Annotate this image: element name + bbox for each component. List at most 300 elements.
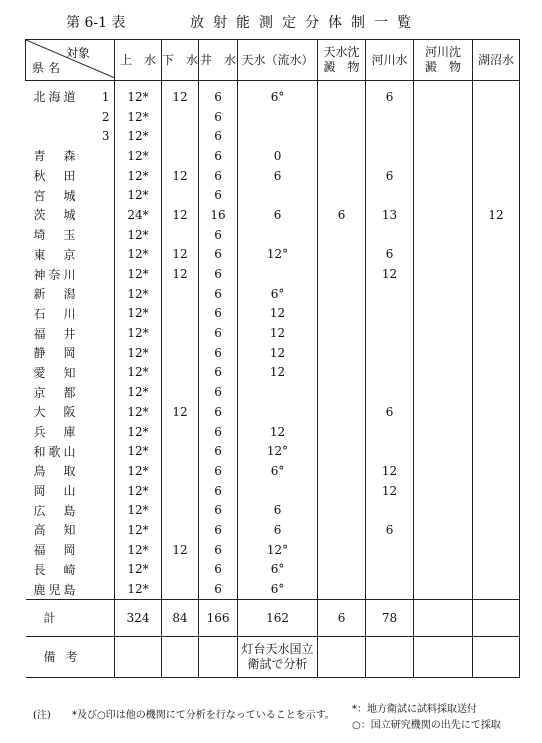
prefecture-name: 石 川 bbox=[33, 306, 79, 321]
value-cell bbox=[414, 81, 473, 107]
value-cell bbox=[318, 225, 366, 245]
value-cell bbox=[238, 402, 318, 422]
value-cell bbox=[366, 107, 414, 127]
value-cell bbox=[414, 382, 473, 402]
table-row bbox=[26, 81, 520, 107]
value-cell bbox=[162, 323, 199, 343]
table-row bbox=[26, 245, 520, 265]
prefecture-cell bbox=[26, 245, 115, 265]
value-cell bbox=[414, 304, 473, 324]
value-cell bbox=[318, 382, 366, 402]
column-header: 河川沈 澱 物 bbox=[414, 40, 473, 81]
value-cell: 24* bbox=[115, 205, 162, 225]
table-row bbox=[26, 185, 520, 205]
prefecture-cell bbox=[26, 205, 115, 225]
prefecture-name: 京 都 bbox=[33, 385, 79, 400]
column-header: 上 水 bbox=[115, 40, 162, 81]
footnote-key-asterisk: *：地方衛試に試料採取送付 bbox=[352, 704, 477, 715]
value-cell bbox=[366, 323, 414, 343]
value-cell bbox=[318, 166, 366, 186]
value-cell bbox=[473, 382, 520, 402]
value-cell bbox=[318, 185, 366, 205]
table-row bbox=[26, 205, 520, 225]
value-cell bbox=[473, 441, 520, 461]
value-cell bbox=[162, 185, 199, 205]
value-cell: 12* bbox=[115, 461, 162, 481]
value-cell bbox=[473, 185, 520, 205]
value-cell bbox=[318, 500, 366, 520]
value-cell bbox=[366, 304, 414, 324]
value-cell bbox=[414, 185, 473, 205]
value-cell bbox=[318, 146, 366, 166]
total-value: 324 bbox=[115, 599, 162, 636]
corner-bottom-label: 県名 bbox=[32, 61, 65, 75]
value-cell bbox=[414, 323, 473, 343]
value-cell: 6 bbox=[366, 81, 414, 107]
prefecture-name: 愛 知 bbox=[33, 365, 79, 380]
value-cell bbox=[414, 264, 473, 284]
value-cell: 6° bbox=[238, 560, 318, 580]
total-value: 166 bbox=[199, 599, 238, 636]
value-cell: 12* bbox=[115, 363, 162, 383]
value-cell bbox=[366, 126, 414, 146]
value-cell: 12* bbox=[115, 107, 162, 127]
prefecture-name: 埼 玉 bbox=[33, 228, 79, 243]
value-cell bbox=[473, 81, 520, 107]
prefecture-cell bbox=[26, 461, 115, 481]
prefecture-name: 新 潟 bbox=[33, 287, 79, 302]
value-cell bbox=[473, 560, 520, 580]
footnote-label: (注) bbox=[33, 710, 51, 721]
value-cell bbox=[162, 520, 199, 540]
prefecture-cell bbox=[26, 185, 115, 205]
prefecture-name: 広 島 bbox=[33, 503, 79, 518]
value-cell bbox=[414, 245, 473, 265]
value-cell: 12 bbox=[238, 363, 318, 383]
value-cell: 6 bbox=[238, 205, 318, 225]
value-cell: 12 bbox=[238, 343, 318, 363]
prefecture-cell bbox=[26, 363, 115, 383]
table-row bbox=[26, 540, 520, 560]
table-row bbox=[26, 107, 520, 127]
value-cell bbox=[473, 540, 520, 560]
prefecture-name: 鳥 取 bbox=[33, 464, 79, 479]
value-cell: 6 bbox=[366, 166, 414, 186]
value-cell bbox=[318, 126, 366, 146]
table-row bbox=[26, 481, 520, 501]
value-cell bbox=[318, 343, 366, 363]
value-cell: 12° bbox=[238, 245, 318, 265]
table-row bbox=[26, 520, 520, 540]
value-cell bbox=[414, 441, 473, 461]
value-cell bbox=[366, 363, 414, 383]
value-cell: 6 bbox=[366, 520, 414, 540]
value-cell bbox=[238, 107, 318, 127]
remarks-value bbox=[366, 636, 414, 677]
value-cell: 12 bbox=[162, 205, 199, 225]
value-cell: 6 bbox=[199, 146, 238, 166]
prefecture-subnumber: 3 bbox=[101, 129, 110, 144]
value-cell: 12 bbox=[366, 461, 414, 481]
value-cell: 12 bbox=[162, 245, 199, 265]
value-cell bbox=[473, 363, 520, 383]
value-cell: 12* bbox=[115, 126, 162, 146]
remarks-row bbox=[26, 636, 520, 677]
value-cell bbox=[318, 81, 366, 107]
value-cell bbox=[366, 146, 414, 166]
value-cell: 16 bbox=[199, 205, 238, 225]
value-cell: 12* bbox=[115, 441, 162, 461]
table-row bbox=[26, 323, 520, 343]
table-row bbox=[26, 126, 520, 146]
table-row bbox=[26, 461, 520, 481]
corner-top-label: 対象 bbox=[65, 46, 90, 60]
value-cell: 12° bbox=[238, 441, 318, 461]
value-cell: 6 bbox=[238, 500, 318, 520]
value-cell bbox=[414, 166, 473, 186]
column-header: 井 水 bbox=[199, 40, 238, 81]
value-cell: 6 bbox=[199, 264, 238, 284]
prefecture-cell bbox=[26, 382, 115, 402]
value-cell: 6° bbox=[238, 81, 318, 107]
table-row bbox=[26, 284, 520, 304]
value-cell: 12* bbox=[115, 81, 162, 107]
value-cell bbox=[162, 461, 199, 481]
value-cell bbox=[238, 225, 318, 245]
value-cell bbox=[473, 107, 520, 127]
value-cell bbox=[162, 382, 199, 402]
total-value bbox=[473, 599, 520, 636]
value-cell bbox=[414, 540, 473, 560]
value-cell: 12* bbox=[115, 146, 162, 166]
value-cell bbox=[318, 107, 366, 127]
prefecture-cell bbox=[26, 441, 115, 461]
value-cell bbox=[162, 107, 199, 127]
value-cell: 12 bbox=[473, 205, 520, 225]
value-cell: 6 bbox=[199, 402, 238, 422]
value-cell bbox=[473, 126, 520, 146]
value-cell bbox=[318, 579, 366, 599]
value-cell bbox=[238, 382, 318, 402]
value-cell: 6 bbox=[366, 245, 414, 265]
value-cell bbox=[473, 166, 520, 186]
remarks-label: 備考 bbox=[26, 636, 115, 677]
value-cell bbox=[162, 441, 199, 461]
value-cell: 12* bbox=[115, 245, 162, 265]
prefecture-cell bbox=[26, 166, 115, 186]
value-cell bbox=[414, 146, 473, 166]
value-cell: 6 bbox=[199, 323, 238, 343]
value-cell bbox=[162, 579, 199, 599]
prefecture-cell bbox=[26, 579, 115, 599]
value-cell bbox=[366, 540, 414, 560]
table-row bbox=[26, 500, 520, 520]
table-row bbox=[26, 343, 520, 363]
table-row bbox=[26, 264, 520, 284]
table-caption: 放射能測定分体制一覧 bbox=[190, 15, 420, 31]
prefecture-cell bbox=[26, 422, 115, 442]
value-cell: 12 bbox=[162, 81, 199, 107]
value-cell bbox=[366, 500, 414, 520]
value-cell: 6 bbox=[199, 107, 238, 127]
column-header: 河川水 bbox=[366, 40, 414, 81]
value-cell: 6 bbox=[199, 185, 238, 205]
prefecture-name: 兵 庫 bbox=[33, 425, 79, 440]
value-cell bbox=[162, 304, 199, 324]
prefecture-cell bbox=[26, 481, 115, 501]
value-cell: 6 bbox=[199, 422, 238, 442]
value-cell bbox=[162, 422, 199, 442]
value-cell: 6 bbox=[318, 205, 366, 225]
value-cell bbox=[318, 520, 366, 540]
prefecture-name: 神奈川 bbox=[33, 267, 79, 282]
total-value bbox=[414, 599, 473, 636]
prefecture-cell bbox=[26, 500, 115, 520]
remarks-value bbox=[199, 636, 238, 677]
prefecture-name: 福 井 bbox=[33, 326, 79, 341]
value-cell: 12* bbox=[115, 579, 162, 599]
prefecture-cell bbox=[26, 284, 115, 304]
value-cell: 6 bbox=[199, 461, 238, 481]
value-cell: 12* bbox=[115, 402, 162, 422]
value-cell: 12 bbox=[162, 540, 199, 560]
table-row bbox=[26, 304, 520, 324]
value-cell bbox=[473, 245, 520, 265]
value-cell bbox=[366, 560, 414, 580]
value-cell: 6° bbox=[238, 579, 318, 599]
prefecture-name: 鹿児島 bbox=[33, 582, 79, 597]
value-cell: 12* bbox=[115, 560, 162, 580]
value-cell bbox=[473, 225, 520, 245]
value-cell: 6° bbox=[238, 461, 318, 481]
table-row bbox=[26, 146, 520, 166]
total-value: 78 bbox=[366, 599, 414, 636]
value-cell bbox=[238, 185, 318, 205]
value-cell: 6 bbox=[238, 520, 318, 540]
prefecture-name: 宮 城 bbox=[33, 188, 79, 203]
value-cell bbox=[318, 540, 366, 560]
value-cell bbox=[162, 481, 199, 501]
corner-header bbox=[26, 40, 115, 81]
prefecture-name: 茨 城 bbox=[33, 208, 79, 223]
prefecture-cell bbox=[26, 343, 115, 363]
value-cell bbox=[414, 500, 473, 520]
remarks-value bbox=[473, 636, 520, 677]
value-cell: 6 bbox=[199, 284, 238, 304]
prefecture-name: 大 阪 bbox=[33, 405, 79, 420]
value-cell bbox=[162, 343, 199, 363]
value-cell bbox=[318, 363, 366, 383]
value-cell: 12 bbox=[238, 304, 318, 324]
column-header: 湖沼水 bbox=[473, 40, 520, 81]
value-cell: 12* bbox=[115, 540, 162, 560]
value-cell bbox=[414, 284, 473, 304]
value-cell bbox=[414, 461, 473, 481]
prefecture-name: 秋 田 bbox=[33, 169, 79, 184]
value-cell bbox=[162, 126, 199, 146]
prefecture-cell bbox=[26, 540, 115, 560]
value-cell bbox=[414, 107, 473, 127]
value-cell bbox=[414, 422, 473, 442]
value-cell: 6 bbox=[199, 225, 238, 245]
remarks-value bbox=[115, 636, 162, 677]
value-cell bbox=[473, 579, 520, 599]
value-cell bbox=[414, 579, 473, 599]
value-cell: 12* bbox=[115, 185, 162, 205]
value-cell: 13 bbox=[366, 205, 414, 225]
value-cell bbox=[414, 363, 473, 383]
value-cell bbox=[473, 146, 520, 166]
prefecture-cell bbox=[26, 402, 115, 422]
value-cell bbox=[473, 500, 520, 520]
prefecture-name: 北海道 bbox=[33, 90, 79, 105]
value-cell: 12* bbox=[115, 166, 162, 186]
value-cell bbox=[414, 205, 473, 225]
value-cell: 6 bbox=[199, 481, 238, 501]
value-cell bbox=[162, 560, 199, 580]
prefecture-name: 和歌山 bbox=[33, 444, 79, 459]
value-cell bbox=[162, 284, 199, 304]
value-cell bbox=[366, 284, 414, 304]
total-value: 162 bbox=[238, 599, 318, 636]
value-cell: 6 bbox=[199, 500, 238, 520]
value-cell bbox=[238, 126, 318, 146]
value-cell bbox=[473, 284, 520, 304]
total-row bbox=[26, 599, 520, 636]
table-row bbox=[26, 402, 520, 422]
value-cell: 12 bbox=[162, 402, 199, 422]
value-cell bbox=[318, 560, 366, 580]
value-cell bbox=[366, 441, 414, 461]
value-cell bbox=[318, 481, 366, 501]
table-row bbox=[26, 579, 520, 599]
value-cell bbox=[414, 560, 473, 580]
value-cell bbox=[162, 363, 199, 383]
value-cell bbox=[238, 481, 318, 501]
prefecture-cell bbox=[26, 81, 115, 107]
value-cell: 12* bbox=[115, 323, 162, 343]
value-cell: 6 bbox=[199, 382, 238, 402]
prefecture-cell bbox=[26, 520, 115, 540]
remarks-value bbox=[162, 636, 199, 677]
value-cell: 12 bbox=[238, 323, 318, 343]
value-cell bbox=[414, 402, 473, 422]
value-cell bbox=[473, 343, 520, 363]
value-cell: 6 bbox=[199, 166, 238, 186]
prefecture-cell bbox=[26, 264, 115, 284]
value-cell bbox=[318, 245, 366, 265]
value-cell bbox=[366, 343, 414, 363]
value-cell bbox=[473, 461, 520, 481]
table-row bbox=[26, 560, 520, 580]
value-cell bbox=[473, 323, 520, 343]
prefecture-name: 青 森 bbox=[33, 149, 79, 164]
value-cell bbox=[318, 284, 366, 304]
prefecture-cell bbox=[26, 225, 115, 245]
value-cell bbox=[318, 264, 366, 284]
value-cell: 6 bbox=[238, 166, 318, 186]
prefecture-cell bbox=[26, 560, 115, 580]
value-cell: 12 bbox=[238, 422, 318, 442]
value-cell: 12 bbox=[366, 481, 414, 501]
value-cell bbox=[318, 441, 366, 461]
value-cell bbox=[414, 225, 473, 245]
value-cell bbox=[318, 422, 366, 442]
value-cell bbox=[473, 402, 520, 422]
footnote-text: *及び○印は他の機関にて分析を行なっていることを示す。 bbox=[72, 710, 335, 721]
value-cell bbox=[366, 225, 414, 245]
value-cell bbox=[318, 304, 366, 324]
prefecture-cell bbox=[26, 304, 115, 324]
table-row bbox=[26, 363, 520, 383]
table-row bbox=[26, 382, 520, 402]
value-cell bbox=[366, 579, 414, 599]
prefecture-name: 長 崎 bbox=[33, 562, 79, 577]
prefecture-name: 岡 山 bbox=[33, 484, 79, 499]
value-cell: 12* bbox=[115, 284, 162, 304]
value-cell: 12* bbox=[115, 422, 162, 442]
prefecture-name: 静 岡 bbox=[33, 346, 79, 361]
value-cell: 6 bbox=[199, 540, 238, 560]
value-cell: 12 bbox=[162, 264, 199, 284]
prefecture-cell bbox=[26, 126, 115, 146]
value-cell bbox=[318, 461, 366, 481]
value-cell bbox=[414, 520, 473, 540]
remarks-value bbox=[318, 636, 366, 677]
prefecture-name: 福 岡 bbox=[33, 543, 79, 558]
value-cell: 6 bbox=[199, 520, 238, 540]
value-cell bbox=[473, 481, 520, 501]
value-cell: 6 bbox=[199, 441, 238, 461]
table-row bbox=[26, 225, 520, 245]
value-cell: 12* bbox=[115, 343, 162, 363]
value-cell bbox=[473, 520, 520, 540]
prefecture-name: 高 知 bbox=[33, 523, 79, 538]
value-cell bbox=[162, 146, 199, 166]
value-cell bbox=[366, 382, 414, 402]
value-cell: 6 bbox=[199, 81, 238, 107]
total-value: 84 bbox=[162, 599, 199, 636]
value-cell: 6 bbox=[199, 304, 238, 324]
prefecture-cell bbox=[26, 323, 115, 343]
prefecture-subnumber: 1 bbox=[101, 90, 110, 105]
value-cell: 12* bbox=[115, 264, 162, 284]
value-cell: 0 bbox=[238, 146, 318, 166]
value-cell: 12* bbox=[115, 304, 162, 324]
value-cell: 6 bbox=[366, 402, 414, 422]
value-cell bbox=[473, 304, 520, 324]
value-cell: 6 bbox=[199, 126, 238, 146]
column-header: 天水（流水） bbox=[238, 40, 318, 81]
table-row bbox=[26, 441, 520, 461]
value-cell: 12° bbox=[238, 540, 318, 560]
value-cell bbox=[414, 126, 473, 146]
table-row bbox=[26, 422, 520, 442]
value-cell bbox=[162, 225, 199, 245]
value-cell: 6 bbox=[199, 560, 238, 580]
value-cell bbox=[162, 500, 199, 520]
value-cell bbox=[238, 264, 318, 284]
total-value: 6 bbox=[318, 599, 366, 636]
table-number: 第 6-1 表 bbox=[66, 15, 126, 31]
value-cell bbox=[414, 343, 473, 363]
value-cell bbox=[473, 422, 520, 442]
value-cell bbox=[318, 323, 366, 343]
radioactivity-table bbox=[25, 39, 520, 678]
value-cell bbox=[366, 422, 414, 442]
value-cell: 12* bbox=[115, 382, 162, 402]
value-cell: 6° bbox=[238, 284, 318, 304]
